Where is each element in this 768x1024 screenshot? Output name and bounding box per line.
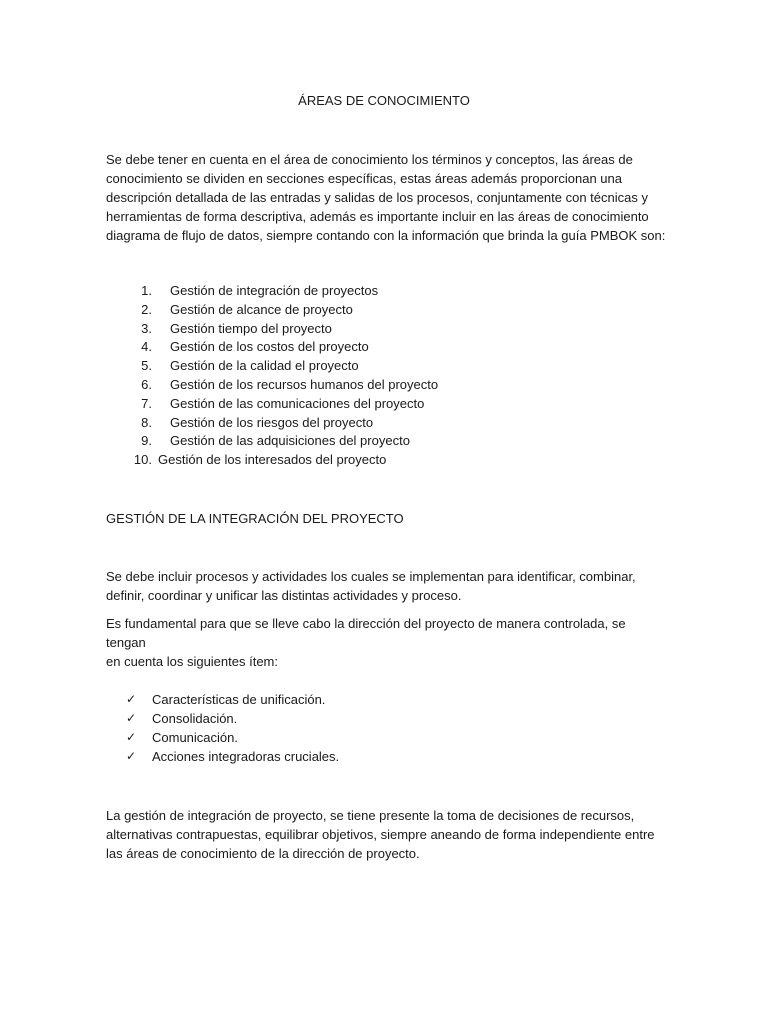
- list-item-number: 9.: [141, 433, 152, 449]
- list-item-text: Gestión de los interesados del proyecto: [158, 452, 387, 468]
- check-icon: ✓: [126, 749, 137, 763]
- list-item-text: Gestión de alcance de proyecto: [170, 301, 353, 317]
- list-item: [120, 357, 438, 376]
- list-item-number: 8.: [141, 414, 152, 430]
- checklist-item: [126, 690, 339, 709]
- list-item: [120, 301, 438, 320]
- list-item: [120, 395, 438, 414]
- list-item-number: 6.: [141, 376, 152, 392]
- list-item: [120, 376, 438, 395]
- checklist-item: [126, 728, 339, 747]
- list-item-number: 3.: [141, 320, 152, 336]
- checklist-item: [126, 709, 339, 728]
- checklist-item: [126, 747, 339, 766]
- checklist-item-text: Consolidación.: [152, 711, 238, 726]
- closing-paragraph: La gestión de integración de proyecto, se tiene presente la toma de decisiones de recursos, alternativas contrapuestas, equilibrar objetivos, siempre aneando de forma independiente entre las áreas de conocimiento de la dirección de proyecto.: [106, 808, 655, 861]
- checklist: [126, 690, 339, 766]
- list-item: [120, 338, 438, 357]
- check-icon: ✓: [126, 730, 137, 744]
- checklist-item-text: Acciones integradoras cruciales.: [152, 749, 340, 764]
- list-item-number: 1.: [141, 283, 152, 298]
- fundamental-paragraph: Es fundamental para que se lleve cabo la dirección del proyecto de manera controlada, se tengan en cuenta los siguientes ítem:: [106, 616, 626, 669]
- list-item: [120, 282, 438, 301]
- checklist-item-text: Comunicación.: [152, 730, 238, 745]
- list-item: [120, 414, 438, 433]
- list-item-text: Gestión de integración de proyectos: [170, 283, 379, 298]
- knowledge-areas-list: [120, 282, 438, 470]
- list-item-number: 4.: [141, 339, 152, 355]
- section-title: GESTIÓN DE LA INTEGRACIÓN DEL PROYECTO: [106, 511, 404, 526]
- list-item-text: Gestión de los riesgos del proyecto: [170, 414, 374, 430]
- integration-paragraph: Se debe incluir procesos y actividades los cuales se implementan para identificar, combinar, definir, coordinar y unificar las distintas actividades y proceso.: [106, 569, 636, 603]
- page-title: ÁREAS DE CONOCIMIENTO: [298, 93, 470, 108]
- list-item-text: Gestión tiempo del proyecto: [170, 320, 332, 336]
- check-icon: ✓: [126, 692, 137, 706]
- list-item-text: Gestión de las comunicaciones del proyecto: [170, 395, 425, 411]
- list-item: [120, 451, 438, 470]
- check-icon: ✓: [126, 711, 137, 725]
- list-item-number: 10.: [133, 452, 152, 468]
- list-item-number: 7.: [141, 395, 152, 411]
- list-item: [120, 320, 438, 339]
- checklist-item-text: Características de unificación.: [152, 692, 326, 707]
- list-item-text: Gestión de los costos del proyecto: [170, 339, 369, 355]
- list-item-text: Gestión de los recursos humanos del proyecto: [170, 376, 439, 392]
- list-item-number: 2.: [141, 301, 152, 317]
- list-item: [120, 432, 438, 451]
- list-item-text: Gestión de la calidad el proyecto: [170, 358, 359, 374]
- list-item-text: Gestión de las adquisiciones del proyecto: [170, 433, 410, 449]
- intro-paragraph: Se debe tener en cuenta en el área de conocimiento los términos y conceptos, las áreas de conocimiento se dividen en secciones específicas, estas áreas además proporcionan una descripción detallada de las entradas y salidas de los procesos, conjuntamente con técnicas y herramientas de forma descriptiva, además es importante incluir en las áreas de conocimiento diagrama de flujo de datos, siempre contando con la información que brinda la guía PMBOK son:: [106, 152, 666, 243]
- list-item-number: 5.: [141, 358, 152, 374]
